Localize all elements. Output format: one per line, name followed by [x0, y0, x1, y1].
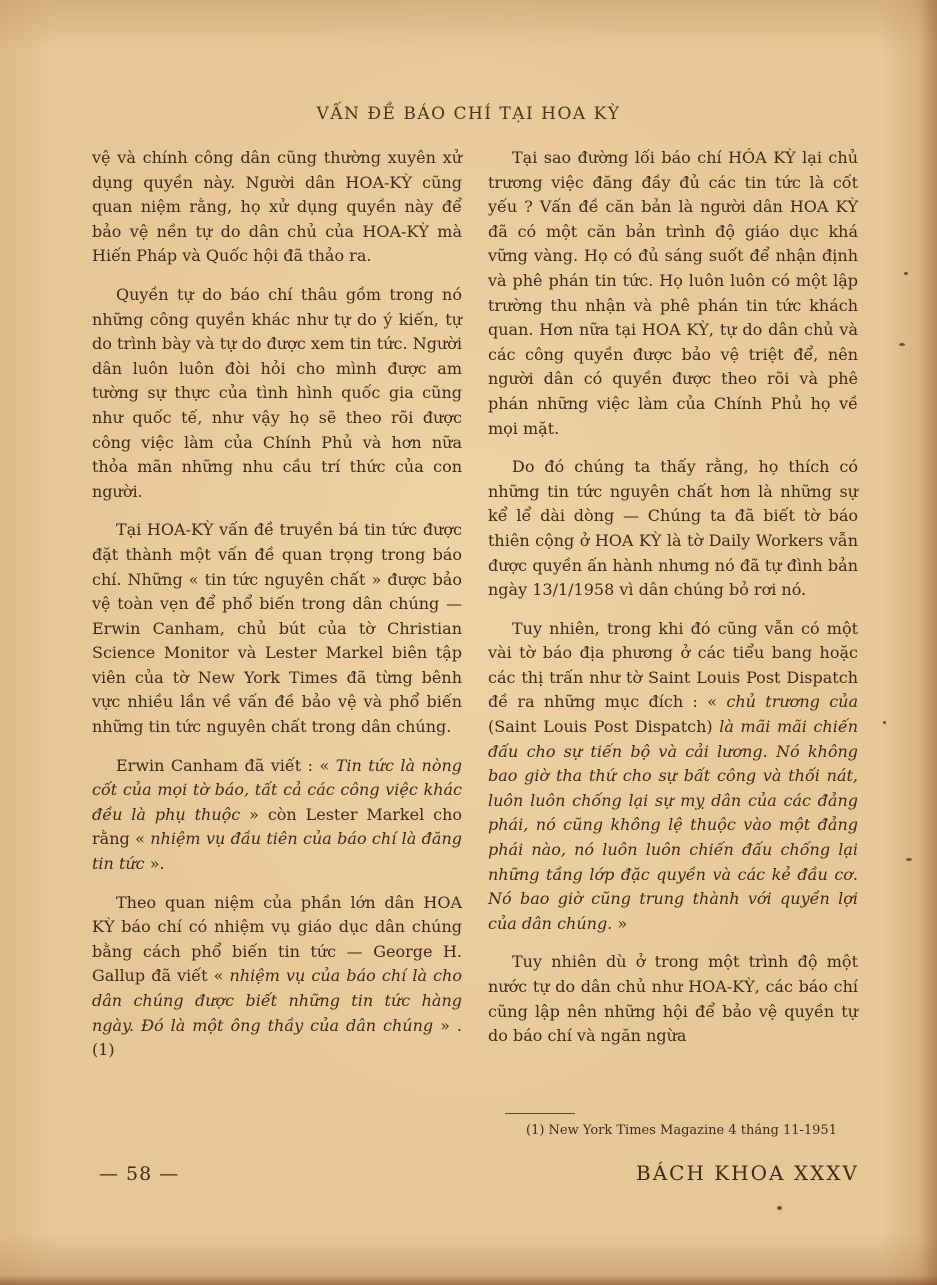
paper-speck [899, 343, 905, 346]
left-paragraph-1: vệ và chính công dân cũng thường xuyên xử dụng quyền này. Người dân HOA-KỲ cũng quan niệm rằng, họ xử dụng quyền này để bảo vệ nền tự do dân chủ của HOA-KỲ mà Hiến Pháp và Quốc hội đã thảo ra. [92, 148, 462, 266]
running-header: VẤN ĐỀ BÁO CHÍ TẠI HOA KỲ [316, 104, 621, 124]
left-paragraph-3: Tại HOA-KỲ vấn đề truyền bá tin tức được đặt thành một vấn đề quan trọng trong báo chí. Những « tin tức nguyên chất » được bảo vệ toàn vẹn để phổ biến trong dân chúng — Erwin Canham, chủ bút của tờ Christian Science Monitor và Lester Markel biên tập viên của tờ New York Times đã từng bênh vực nhiều lần về vấn đề bảo vệ và phổ biến những tin tức nguyên chất trong dân chúng. [92, 520, 462, 737]
left-paragraph-4 [92, 754, 462, 877]
quote-italic: Tin tức là nòng cốt của mọi tờ báo, tất cả các công việc khác đều là phụ thuộc [92, 755, 463, 824]
quote-italic: nhiệm vụ của báo chí là cho dân chúng được biết những tin tức hàng ngày. Đó là một ông thầy của dân chúng [92, 966, 462, 1035]
right-paragraph-1: Tại sao đường lối báo chí HÓA KỲ lại chủ trương việc đăng đầy đủ các tin tức là cốt yếu ? Vấn đề căn bản là người dân HOA KỲ đã có một căn bản trình độ giáo dục khá vững vàng. Họ có đủ sáng suốt để nhận định và phê phán tin tức. Họ luôn luôn có một lập trường thu nhận và phê phán tin tức khách quan. Hơn nữa tại HOA KỲ, tự do dân chủ và các công quyền được bảo vệ triệt để, nên người dân có quyền được theo rõi và phê phán những việc làm của Chính Phủ họ về mọi mặt. [488, 148, 858, 438]
page-number: — 58 — [99, 1163, 180, 1185]
right-paragraph-4: Tuy nhiên dù ở trong một trình độ một nước tự do dân chủ như HOA-KỲ, các báo chí cũng lập nên những hội để bảo vệ quyền tự do báo chí và ngăn ngừa [488, 952, 858, 1046]
left-column [92, 146, 462, 1077]
footnote: (1) New York Times Magazine 4 tháng 11-1951 [526, 1123, 837, 1138]
text-run: » còn Lester Markel cho rằng « [92, 804, 463, 849]
paper-speck [906, 858, 912, 861]
quote-italic: chủ trương của [726, 692, 859, 712]
text-run: » [612, 913, 628, 933]
footnote-divider [505, 1113, 575, 1114]
paper-speck [883, 721, 886, 724]
right-paragraph-2: Do đó chúng ta thấy rằng, họ thích có những tin tức nguyên chất hơn là những sự kể lể dài dòng — Chúng ta đã biết tờ báo thiên cộng ở HOA KỲ là tờ Daily Workers vẫn được quyền ấn hành nhưng nó đã tự đình bản ngày 13/1/1958 vì dân chúng bỏ rơi nó. [488, 457, 858, 600]
text-run: Erwin Canham đã viết : « [116, 755, 336, 775]
page-bottom-edge [0, 1275, 937, 1285]
quote-italic: nhiệm vụ đầu tiên của báo chí là đăng tin tức [92, 829, 463, 874]
text-run: Theo quan niệm của phần lớn dân HOA KỲ báo chí có nhiệm vụ giáo dục dân chúng bằng cách phổ biến tin tức — George H. Gallup đã viết « [92, 892, 462, 986]
text-run: Tuy nhiên, trong khi đó cũng vẫn có một vài tờ báo địa phương ở các tiểu bang hoặc các thị trấn như tờ Saint Louis Post Dispatch đề ra những mục đích : « [488, 618, 858, 712]
magazine-name: BÁCH KHOA XXXV [636, 1161, 859, 1185]
paper-speck [904, 272, 908, 275]
text-run: » . (1) [92, 1015, 462, 1060]
text-run: ». [144, 854, 165, 874]
left-paragraph-5 [92, 891, 462, 1063]
text-run: (Saint Louis Post Dispatch) [488, 717, 720, 737]
right-column [488, 146, 858, 1063]
paper-speck [777, 1206, 782, 1210]
quote-italic: là mãi mãi chiến đấu cho sự tiến bộ và cải lương. Nó không bao giờ tha thứ cho sự bất công và thối nát, luôn luôn chống lại sự mỵ dân của các đảng phái, nó cũng không lệ thuộc vào một đảng phái nào, nó luôn luôn chiến đấu chống lại những tầng lớp đặc quyền và các kẻ đầu cơ. Nó bao giờ cũng trung thành với quyền lợi của dân chúng. [488, 717, 858, 933]
page-edge-shadow [919, 0, 937, 1285]
left-paragraph-2: Quyền tự do báo chí thâu gồm trong nó những công quyền khác như tự do ý kiến, tự do trình bày và tự do được xem tin tức. Người dân luôn luôn đòi hỏi cho mình được am tường sự thực của tình hình quốc gia cũng như quốc tế, như vậy họ sẽ theo rõi được công việc làm của Chính Phủ và hơn nữa thỏa mãn những nhu cầu trí thức của con người. [92, 284, 462, 501]
right-paragraph-3 [488, 617, 858, 937]
